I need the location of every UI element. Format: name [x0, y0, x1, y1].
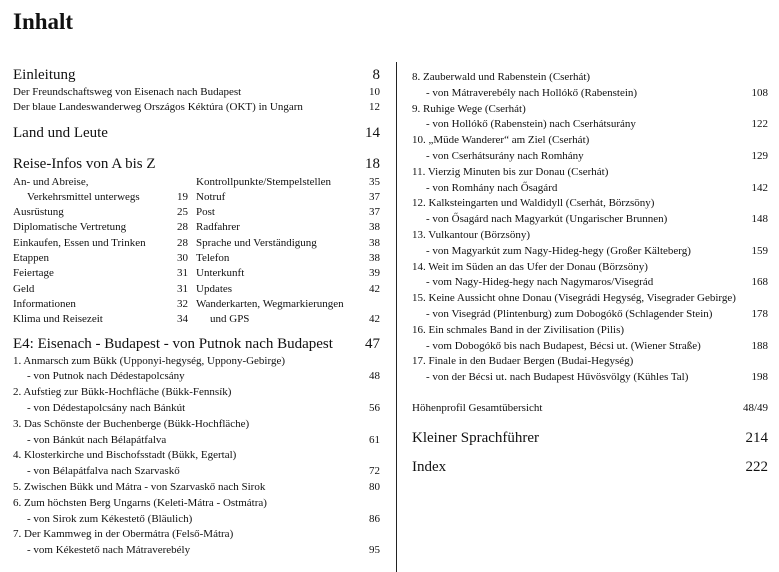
stage-title[interactable]	[412, 102, 768, 118]
stage-title[interactable]	[412, 70, 768, 86]
stage-title[interactable]	[412, 165, 768, 181]
stage-title[interactable]	[13, 448, 380, 464]
entry-title: An- und Abreise,	[13, 175, 89, 188]
page-number: 159	[751, 244, 768, 257]
stage-title[interactable]	[412, 260, 768, 276]
stage-route[interactable]	[412, 149, 768, 165]
stage-title-text: 6. Zum höchsten Berg Ungarns (Keleti-Mátra - Ostmátra)	[13, 496, 267, 509]
stage-title-text: 14. Weit im Süden an das Ufer der Donau (Börzsöny)	[412, 260, 648, 273]
page-number: 10	[369, 86, 380, 98]
entry-title: Diplomatische Vertretung	[13, 221, 127, 234]
toc-left-column	[13, 66, 380, 559]
toc-section-reise-infos[interactable]	[13, 155, 380, 174]
entry-title: Telefon	[196, 252, 230, 265]
toc-entry[interactable]	[13, 205, 188, 220]
toc-entry[interactable]	[196, 312, 380, 327]
page-number: 86	[369, 512, 380, 525]
stage-title-text: 15. Keine Aussicht ohne Donau (Visegrádi Hegység, Visegrader Gebirge)	[412, 292, 736, 305]
page-number: 14	[365, 124, 380, 141]
entry-title: Post	[196, 206, 215, 219]
entry-title: Einkaufen, Essen und Trinken	[13, 236, 146, 249]
section-title: Einleitung	[13, 67, 76, 83]
stage-title[interactable]	[412, 228, 768, 244]
page-number: 72	[369, 465, 380, 478]
toc-entry[interactable]	[13, 312, 188, 327]
entry-title: Feiertage	[13, 267, 54, 280]
page-number: 31	[177, 282, 188, 295]
stage-route[interactable]	[13, 512, 380, 528]
toc-entry[interactable]	[13, 175, 188, 190]
stage-title-text: 3. Das Schönste der Buchenberge (Bükk-Hochfläche)	[13, 417, 250, 430]
toc-section-einleitung[interactable]	[13, 66, 380, 85]
entry-title: Höhenprofil Gesamtübersicht	[412, 401, 543, 414]
entry-title: Der blaue Landeswanderweg Országos Kéktúra (OKT) in Ungarn	[13, 101, 303, 114]
toc-entry[interactable]	[196, 251, 380, 266]
entry-title: Ausrüstung	[13, 206, 64, 219]
reise-infos-grid	[13, 175, 380, 328]
stage-title[interactable]	[412, 323, 768, 339]
page-number: 95	[369, 544, 380, 557]
toc-section-index[interactable]	[412, 458, 768, 477]
page-number: 56	[369, 401, 380, 414]
stage-route-text: - von Ősagárd nach Magyarkút (Ungarischer Brunnen)	[426, 213, 668, 226]
toc-entry[interactable]	[196, 175, 380, 190]
page-number: 37	[369, 206, 380, 219]
page-number: 48/49	[742, 401, 768, 414]
toc-entry[interactable]	[13, 266, 188, 281]
page-number: 25	[177, 206, 188, 219]
stage-route[interactable]	[412, 275, 768, 291]
stage-title[interactable]	[412, 354, 768, 370]
stage-title-text: 4. Klosterkirche und Bischofsstadt (Bükk, Egertal)	[13, 449, 237, 462]
entry-title: Informationen	[13, 297, 76, 310]
stage-route[interactable]	[13, 369, 380, 385]
entry-title: Geld	[13, 282, 35, 295]
stage-route-text: - von Romhány nach Ősagárd	[426, 181, 558, 194]
page-number: 28	[177, 236, 188, 249]
stage-title-text: 17. Finale in den Budaer Bergen (Budai-Hegység)	[412, 355, 634, 368]
stage-route[interactable]	[412, 370, 768, 386]
toc-entry[interactable]	[196, 266, 380, 281]
stage-title[interactable]	[13, 527, 380, 543]
stage-title[interactable]	[13, 480, 380, 496]
stage-route[interactable]	[13, 543, 380, 559]
entry-title: Klima und Reisezeit	[13, 313, 103, 326]
toc-entry[interactable]	[13, 297, 188, 312]
page-number: 28	[177, 221, 188, 234]
stage-title[interactable]	[13, 496, 380, 512]
page-number: 168	[751, 276, 768, 289]
stage-route-text: - von Mátraverebély nach Hollókő (Rabenstein)	[426, 86, 638, 99]
page-number: 122	[751, 118, 768, 131]
stage-route[interactable]	[412, 244, 768, 260]
stage-route[interactable]	[412, 181, 768, 197]
toc-section-sprachfuehrer[interactable]	[412, 429, 768, 448]
stage-title-text: 1. Anmarsch zum Bükk (Upponyi-hegység, Uppony-Gebirge)	[13, 354, 285, 367]
entry-title: Verkehrsmittel unterwegs	[27, 190, 140, 203]
stage-route-text: - von Hollókő (Rabenstein) nach Cserhátsurány	[426, 118, 636, 131]
entry-title: Sprache und Verständigung	[196, 236, 317, 249]
stage-route[interactable]	[13, 401, 380, 417]
toc-entry[interactable]	[196, 220, 380, 235]
stage-title-text: 8. Zauberwald und Rabenstein (Cserhát)	[412, 71, 591, 83]
page-number: 42	[369, 313, 380, 326]
page-number: 32	[177, 297, 188, 310]
stage-route-text: - von Cserhátsurány nach Romhány	[426, 149, 584, 162]
stage-route-text: - vom Nagy-Hideg-hegy nach Nagymaros/Visegrád	[426, 276, 654, 289]
entry-title: Etappen	[13, 252, 50, 265]
page-number: 108	[751, 86, 768, 99]
stage-route-text: - von Magyarkút zum Nagy-Hideg-hegy (Großer Kälteberg)	[426, 244, 691, 257]
toc-entry[interactable]	[13, 282, 188, 297]
toc-right-column	[412, 70, 768, 477]
stage-route-text: - von Visegrád (Plintenburg) zum Dobogókő (Schlagender Stein)	[426, 307, 713, 320]
section-title: Kleiner Sprachführer	[412, 429, 540, 446]
section-title: Land und Leute	[13, 124, 108, 141]
page-number: 12	[369, 101, 380, 114]
toc-entry[interactable]	[13, 220, 188, 235]
page-number: 222	[745, 458, 768, 475]
page-number: 80	[369, 480, 380, 493]
stage-route-text: - vom Dobogókő bis nach Budapest, Bécsi ut. (Wiener Straße)	[426, 339, 701, 352]
stage-title-text: 5. Zwischen Bükk und Mátra - von Szarvaskő nach Sirok	[13, 480, 266, 493]
stage-title[interactable]	[412, 196, 768, 212]
entry-title: Wanderkarten, Wegmarkierungen	[196, 297, 344, 310]
page-number: 34	[177, 313, 188, 326]
page-number: 39	[369, 267, 380, 280]
stage-title[interactable]	[13, 417, 380, 433]
page-number: 38	[369, 252, 380, 265]
stage-route-text: - von Putnok nach Dédestapolcsány	[27, 370, 185, 383]
stage-route[interactable]	[412, 339, 768, 355]
e4-stage-list	[13, 354, 380, 559]
page-number: 19	[177, 190, 188, 203]
column-divider	[396, 62, 397, 572]
stage-title[interactable]	[13, 385, 380, 401]
entry-title: Der Freundschaftsweg von Eisenach nach Budapest	[13, 86, 242, 98]
toc-entry[interactable]	[13, 236, 188, 251]
entry-title: Updates	[196, 282, 233, 295]
page-number: 37	[369, 190, 380, 203]
stage-title-text: 16. Ein schmales Band in der Zivilisation (Pilis)	[412, 323, 625, 336]
stage-title[interactable]	[412, 291, 768, 307]
stage-route-text: - von der Bécsi ut. nach Budapest Hűvösvölgy (Kühles Tal)	[426, 371, 689, 384]
toc-entry[interactable]	[13, 85, 380, 100]
toc-entry[interactable]	[13, 251, 188, 266]
page-number: 129	[751, 149, 768, 162]
page-number: 188	[751, 339, 768, 352]
entry-title: Unterkunft	[196, 267, 245, 280]
stage-route[interactable]	[412, 307, 768, 323]
page-number: 198	[751, 371, 768, 384]
toc-entry[interactable]	[13, 190, 188, 205]
stage-route-text: - von Sirok zum Kékestető (Bläulich)	[27, 512, 193, 525]
page-number: 142	[751, 181, 768, 194]
stage-route[interactable]	[412, 117, 768, 133]
stage-title-text: 13. Vulkantour (Börzsöny)	[412, 228, 530, 241]
page-number: 18	[365, 155, 380, 172]
stage-route-text: - vom Kékestető nach Mátraverebély	[27, 544, 191, 557]
stage-route[interactable]	[13, 433, 380, 449]
page-number: 47	[365, 335, 380, 352]
stage-route-text: - von Dédestapolcsány nach Bánkút	[27, 401, 186, 414]
toc-entry[interactable]	[196, 297, 380, 312]
stage-title[interactable]	[13, 354, 380, 370]
page-number: 61	[369, 433, 380, 446]
stage-title-text: 9. Ruhige Wege (Cserhát)	[412, 102, 526, 115]
page-number: 30	[177, 252, 188, 265]
section-title: Index	[412, 458, 447, 475]
page-number: 178	[751, 307, 768, 320]
page-number: 148	[751, 213, 768, 226]
stage-title-text: 2. Aufstieg zur Bükk-Hochfläche (Bükk-Fennsík)	[13, 386, 232, 399]
toc-section-land-und-leute[interactable]	[13, 124, 380, 143]
page-number: 8	[372, 67, 380, 83]
stage-route[interactable]	[412, 212, 768, 228]
stage-list-continued	[412, 70, 768, 386]
toc-entry[interactable]	[196, 205, 380, 220]
stage-title-text: 12. Kalksteingarten und Waldidyll (Cserhát, Börzsöny)	[412, 197, 655, 210]
stage-title-text: 7. Der Kammweg in der Obermátra (Felső-Mátra)	[13, 528, 234, 541]
entry-title: Kontrollpunkte/Stempelstellen	[196, 175, 332, 188]
toc-entry[interactable]	[196, 236, 380, 251]
page-number: 31	[177, 267, 188, 280]
stage-route-text: - von Bélapátfalva nach Szarvaskő	[27, 465, 180, 478]
stage-title-text: 10. „Müde Wanderer“ am Ziel (Cserhát)	[412, 134, 590, 147]
page-number: 38	[369, 221, 380, 234]
stage-title-text: 11. Vierzig Minuten bis zur Donau (Cserhát)	[412, 165, 609, 178]
stage-route-text: - von Bánkút nach Bélapátfalva	[27, 433, 167, 446]
toc-section-e4[interactable]	[13, 335, 380, 354]
page-title: Inhalt	[13, 9, 74, 34]
section-title: Reise-Infos von A bis Z	[13, 155, 156, 172]
reise-infos-column-2	[196, 175, 380, 328]
page-number: 48	[369, 370, 380, 383]
toc-entry[interactable]	[196, 190, 380, 205]
section-title: E4: Eisenach - Budapest - von Putnok nach Budapest	[13, 335, 333, 352]
stage-title[interactable]	[412, 133, 768, 149]
toc-entry[interactable]	[13, 100, 380, 115]
entry-title: Radfahrer	[196, 221, 240, 234]
stage-route[interactable]	[13, 464, 380, 480]
entry-title: und GPS	[210, 313, 250, 326]
stage-route[interactable]	[412, 86, 768, 102]
toc-entry-hoehenprofil[interactable]	[412, 401, 768, 417]
toc-entry[interactable]	[196, 282, 380, 297]
entry-title: Notruf	[196, 190, 226, 203]
reise-infos-column-1	[13, 175, 188, 328]
page-number: 214	[745, 429, 768, 446]
page-number: 38	[369, 236, 380, 249]
page-number: 42	[369, 282, 380, 295]
page-number: 35	[369, 175, 380, 188]
